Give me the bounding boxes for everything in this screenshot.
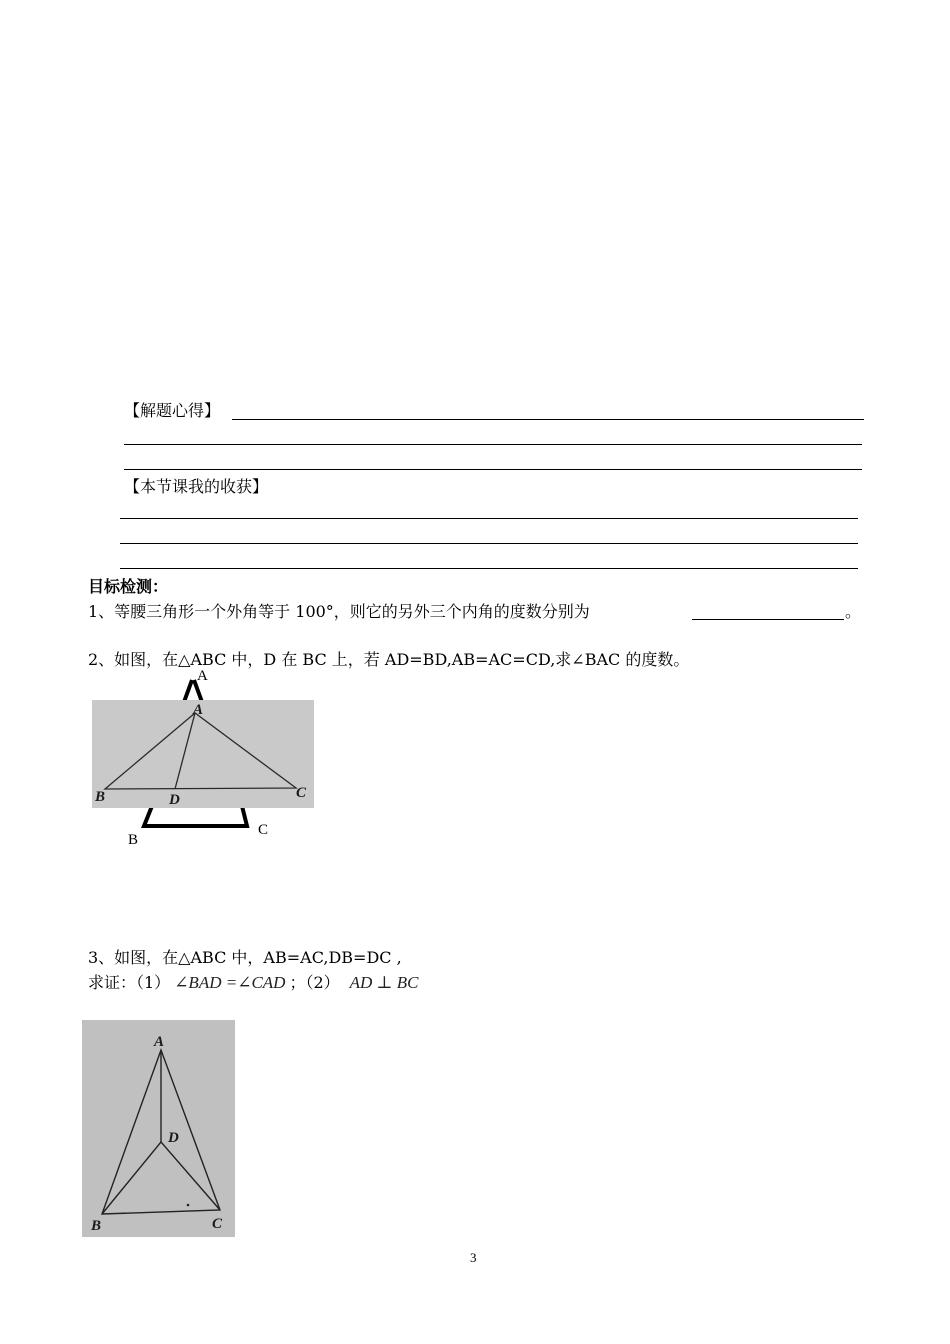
mark-dot (187, 1204, 190, 1207)
answer-line (232, 419, 864, 420)
question-2-text: 2、如图，在△ABC 中，D 在 BC 上，若 AD=BD,AB=AC=CD,求∠BAC 的度数。 (88, 650, 690, 669)
prove-statement-1: ∠BAD =∠CAD (174, 973, 286, 992)
question-1-end: 。 (845, 602, 862, 621)
section-title: 目标检测： (88, 577, 169, 596)
photo-label-b: B (95, 789, 106, 805)
question-3-prove (88, 973, 419, 993)
prove-separator: ；（2） (289, 973, 340, 992)
prove-statement-2: AD ⊥ BC (349, 973, 419, 992)
photo-label-b: B (91, 1218, 102, 1234)
outline-edge-left (184, 680, 192, 702)
photo-label-c: C (296, 785, 307, 801)
photo-label-d: D (168, 1130, 179, 1146)
triangle-photo-q3 (82, 1020, 235, 1237)
triangle-photo-q2 (92, 700, 314, 808)
reflection-label: 【解题心得】 (124, 401, 221, 420)
photo-label-c: C (212, 1216, 223, 1232)
outline-base (144, 806, 247, 826)
harvest-label: 【本节课我的收获】 (124, 477, 269, 496)
question-3-text: 3、如图，在△ABC 中，AB=AC,DB=DC , (88, 948, 402, 967)
outline-label-a: A (197, 668, 208, 684)
answer-line (120, 543, 858, 544)
answer-line (120, 568, 858, 569)
answer-line (124, 469, 862, 470)
fill-in-blank (692, 619, 844, 620)
answer-line (124, 444, 862, 445)
photo-label-a: A (193, 702, 204, 718)
outline-label-c: C (258, 822, 269, 838)
outline-label-b: B (128, 832, 139, 848)
photo-label-d: D (169, 792, 180, 808)
question-1-text: 1、等腰三角形一个外角等于 100°，则它的另外三个内角的度数分别为 (88, 602, 590, 621)
page-number: 3 (470, 1250, 477, 1265)
prove-label: 求证：（1） (88, 973, 171, 992)
answer-line (120, 518, 858, 519)
photo-label-a: A (154, 1034, 165, 1050)
